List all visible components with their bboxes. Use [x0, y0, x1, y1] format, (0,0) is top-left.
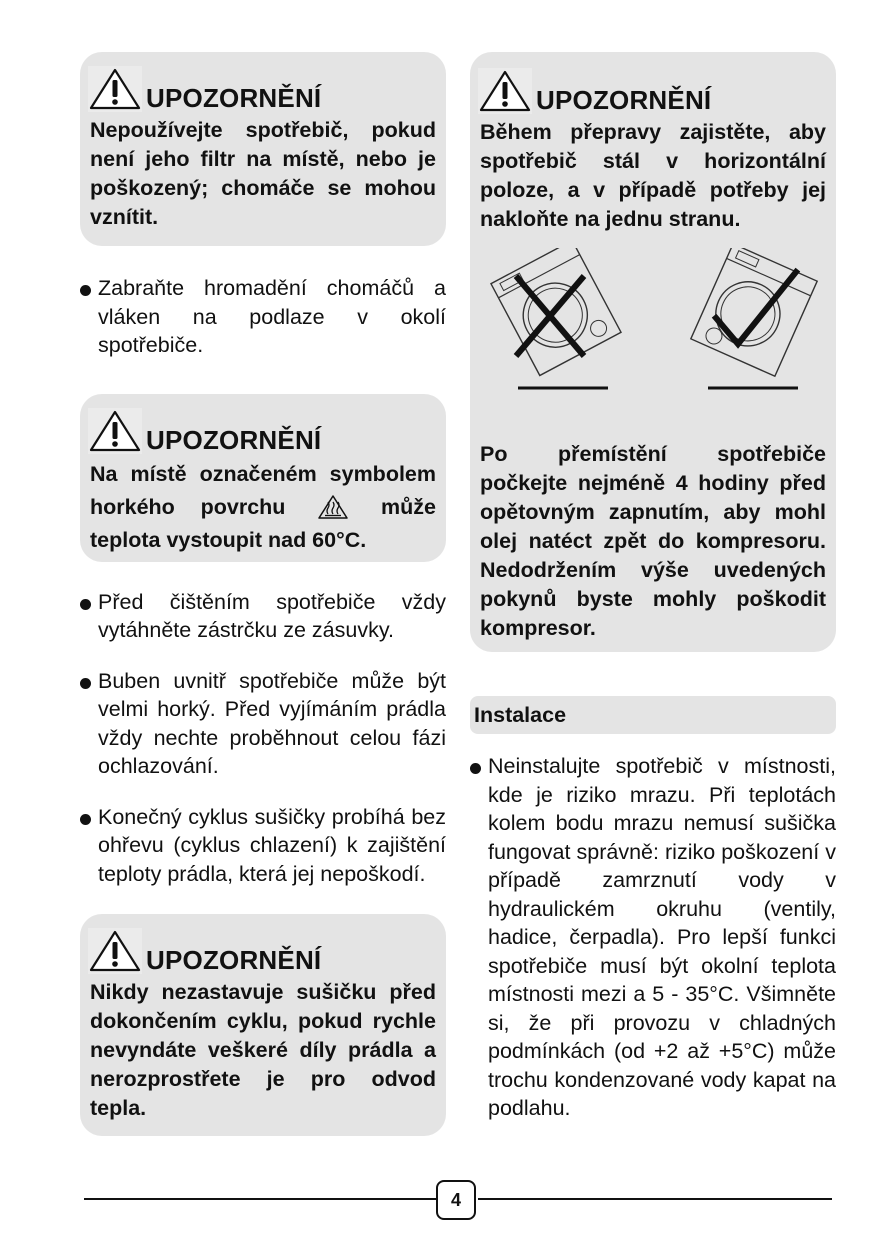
warning-header [90, 924, 436, 974]
dryer-tilted-wrong-figure [490, 248, 640, 396]
warning-text [90, 458, 436, 557]
warning-box-filter [80, 52, 446, 246]
warning-text: Nikdy nezastavuje sušičku před dokončením cyklu, pokud rychle nevyndáte veškeré díly prádla a nerozprostřete je pro odvod tepla. [90, 980, 436, 1120]
bullet-text: Neinstalujte spotřebič v místnosti, kde je riziko mrazu. Při teplotách kolem bodu mrazu nemusí sušička fungovat správně: riziko poškození v případě zamrznutí vody v hydraulickém okruhu (ventily, hadice, čerpadla). Pro lepší funkci spotřebiče musí být okolní teplota místnosti mezi a 5 - 35°C. Všimněte si, že při provozu v chladných podmínkách (od +2 až +5°C) může trochu kondenzované vody kapat na podlahu. [488, 754, 836, 1120]
dryer-tilted-correct-figure [688, 248, 838, 396]
warning-text: Během přepravy zajistěte, aby spotřebič stál v horizontální poloze, a v případě potřeby jej nakloňte na jednu stranu. [480, 120, 826, 231]
warning-triangle-icon [88, 928, 142, 974]
right-column [470, 52, 836, 1123]
bullet-text: Buben uvnitř spotřebiče může být velmi horký. Před vyjímáním prádla vždy nechte proběhnout celou fázi ochlazování. [98, 668, 446, 778]
warning-text-part1: Na místě označeném symbolem horkého povrchu [90, 461, 436, 519]
left-column [80, 52, 446, 1136]
bullet-text: Konečný cyklus sušičky probíhá bez ohřevu (cyklus chlazení) k zajištění teploty prádla, která jej nepoškodí. [98, 804, 446, 886]
bullet-dot [80, 678, 91, 689]
warning-title: UPOZORNĚNÍ [146, 424, 322, 455]
warning-title: UPOZORNĚNÍ [146, 945, 322, 975]
transport-figures [480, 240, 826, 430]
list-item [80, 667, 446, 781]
bullet-dot [80, 285, 91, 296]
warning-title: UPOZORNĚNÍ [536, 85, 712, 115]
warning-box-stop-cycle [80, 914, 446, 1136]
bullet-text: Před čištěním spotřebiče vždy vytáhněte zástrčku ze zásuvky. [98, 589, 446, 642]
warning-triangle-icon [478, 68, 532, 114]
warning-title: UPOZORNĚNÍ [146, 83, 322, 113]
bullet-text: Zabraňte hromadění chomáčů a vláken na podlaze v okolí spotřebiče. [98, 276, 446, 357]
warning-box-hot-surface [80, 394, 446, 562]
bullet-dot [80, 814, 91, 825]
warning-triangle-icon [88, 66, 142, 112]
hot-surface-icon [317, 494, 349, 520]
list-item [80, 588, 446, 645]
warning-text: Nepoužívejte spotřebič, pokud není jeho filtr na místě, nebo je poškozený; chomáče se mohou vznítit. [90, 118, 436, 229]
bullet-dot [470, 763, 481, 774]
footer-rule-left [84, 1198, 436, 1200]
warning-box-transport [470, 52, 836, 652]
warning-triangle-icon [88, 408, 142, 454]
footer-rule-right [478, 1198, 832, 1200]
warning-text-part2: může teplota vystoupit nad 60°C. [90, 494, 436, 552]
warning-header [480, 64, 826, 114]
section-title-instalace: Instalace [470, 696, 836, 734]
warning-text-secondary: Po přemístění spotřebiče počkejte nejméně 4 hodiny před opětovným zapnutím, aby mohl olej natéct zpět do kompresoru. Nedodržením výše uvedených pokynů byste mohly poškodit kompresor. [480, 442, 826, 640]
warning-header [90, 404, 436, 454]
list-item [470, 752, 836, 1123]
list-item [80, 803, 446, 889]
warning-header [90, 62, 436, 112]
page-number: 4 [436, 1180, 476, 1220]
bullet-dot [80, 599, 91, 610]
list-item [80, 274, 446, 360]
